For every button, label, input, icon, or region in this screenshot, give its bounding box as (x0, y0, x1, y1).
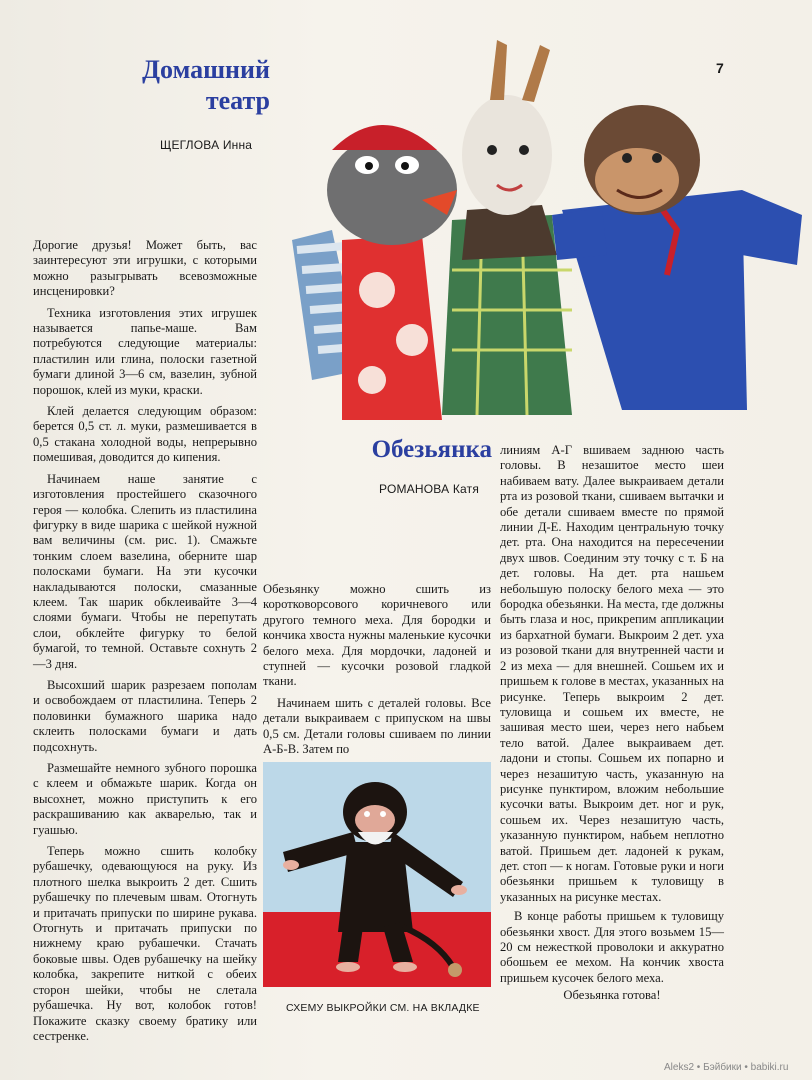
wolf-cap (332, 125, 437, 150)
pattern-caption: СХЕМУ ВЫКРОЙКИ СМ. НА ВКЛАДКЕ (286, 1002, 480, 1014)
article1-paragraph: Техника изготовления этих игрушек называется папье-маше. Вам потребуются следующие материалы: пластилин или глина, полоски газетной бумаги длиной 3—6 см, вазелин, зубной порошок, клей из муки, краски. (33, 305, 257, 397)
title-line-2: театр (205, 86, 270, 115)
author-1: ЩЕГЛОВА Инна (160, 138, 253, 152)
monkey-photo (263, 762, 491, 987)
article2-paragraph: В конце работы пришьем к туловищу обезьянки хвост. Для этого возьмем 15—20 см нежесткой проволоки и аккуратно обошьем ее мехом. На кончик хвоста пришьем кусочек белого меха. (500, 909, 724, 985)
article2-title: Обезьянка (371, 436, 492, 463)
author-2: РОМАНОВА Катя (379, 482, 480, 496)
article1-column (33, 238, 257, 1044)
article2-paragraph: Обезьянку можно сшить из коротковорсового коричневого или другого темного меха. Для бородки и кончика хвоста нужны маленькие кусочки белого меха. Для мордочки, ладоней и ступней — кусочки розовой гладкой ткани. (263, 582, 491, 689)
article2-ending: Обезьянка готова! (563, 988, 661, 1003)
title-line-1: Домашний (142, 55, 270, 84)
article1-paragraph: Теперь можно сшить колобку рубашечку, одевающуюся на руку. Из плотного шелка выкроить 2 дет. Сшить рубашечку по плечевым швам. Отогнуть и притачать припуски по ширине рукава. Отогнуть и притачать припуски по нижнему краю рубашечки. Стачать боковые швы. Одев рубашечку на шейку колобка, закрепите ниткой с обеих сторон шейки, чтобы не слетала рубашечка. Ну вот, колобок готов! Покажите сказку своему братику или сестренке. (33, 844, 257, 1043)
article2-paragraph: Начинаем шить с деталей головы. Все детали выкраиваем с припуском на швы 0,5 см. Детали головы сшиваем по линии А-Б-В. Затем по (263, 695, 491, 757)
article1-paragraph: Высохший шарик разрезаем пополам и освобождаем от пластилина. Теперь 2 половинки бумажного шарика надо склеить полосками бумаги и дать подсохнуть. (33, 677, 257, 754)
article2-right-column (500, 443, 724, 1004)
wolf-body (342, 235, 442, 420)
wolf-head (327, 135, 457, 245)
goat-head (462, 95, 552, 215)
article1-paragraph: Размешайте немного зубного порошка с клеем и обмажьте шарик. Когда он высохнет, можно приступить к его раскрашиванию как акварелью, так и гуашью. (33, 761, 257, 837)
page-number: 7 (716, 60, 724, 76)
article2-middle-column (263, 582, 491, 757)
article1-paragraph: Дорогие друзья! Может быть, вас заинтересуют эти игрушки, с которыми можно разыгрывать всевозможные инсценировки? (33, 238, 257, 299)
watermark: Aleks2 • Бэйбики • babiki.ru (664, 1062, 789, 1073)
monkey-toy-body (338, 842, 413, 932)
article2-paragraph: линиям А-Г вшиваем заднюю часть головы. В незашитое место шеи набиваем вату. Далее выкраиваем детали рта из розовой ткани, сшиваем вытачки и обе детали сшиваем вместе по прямой линии Д-Е. Находим центральную точку дет. рта. Она находится на пересечении двух швов. Соединим эту точку с т. Б на дет. головы. На дет. рта нашьем небольшую полоску белого меха — это бородка обезьянки. На места, где должны быть глаза и нос, прикрепим аппликации из бархатной бумаги. Выкроим 2 дет. уха из розовой ткани для внутренней части и 2 из меха — для внешней. Сошьем их и пришьем к голове в местах, указанных на рисунке. Теперь выкроим 2 дет. туловища и сошьем их вместе, не зашивая место шеи, через него набьем тело ватой. Далее выкраиваем дет. ладони и стопы. Сошьем их попарно и через незашитую часть, указанную на рисунке пунктиром, вложим небольшие кусочки ваты. Выкроим дет. ног и рук, сошьем их. Через незашитую часть, указанную пунктиром, набьем неплотно ватой. Пришьем дет. ладоней к рукам, дет. стоп — к ногам. Готовые руки и ноги обезьянки пришьем к туловищу в указанных на рисунке местах. (500, 443, 724, 904)
article1-paragraph: Начинаем наше занятие с изготовления простейшего сказочного героя — колобка. Слепить из пластилина фигурку в виде шарика с шейкой нужной вам величины (см. рис. 1). Смажьте тонким слоем вазелина, оберните шар полосками бумаги. На эти кусочки накладываются полоски, смазанные клеем. Так шарик обклеивайте 3—4 слоями бумаги. Чтобы не перепутать слои, обклейте фигурку то белой бумагой, то темной. Оставьте сохнуть 2—3 дня. (33, 471, 257, 671)
article1-paragraph: Клей делается следующим образом: берется 0,5 ст. л. муки, размешивается в 0,5 стакана холодной воды, непрерывно помешивая, доводится до кипения. (33, 404, 257, 465)
page-title (80, 54, 270, 116)
puppets-photo (272, 40, 812, 420)
